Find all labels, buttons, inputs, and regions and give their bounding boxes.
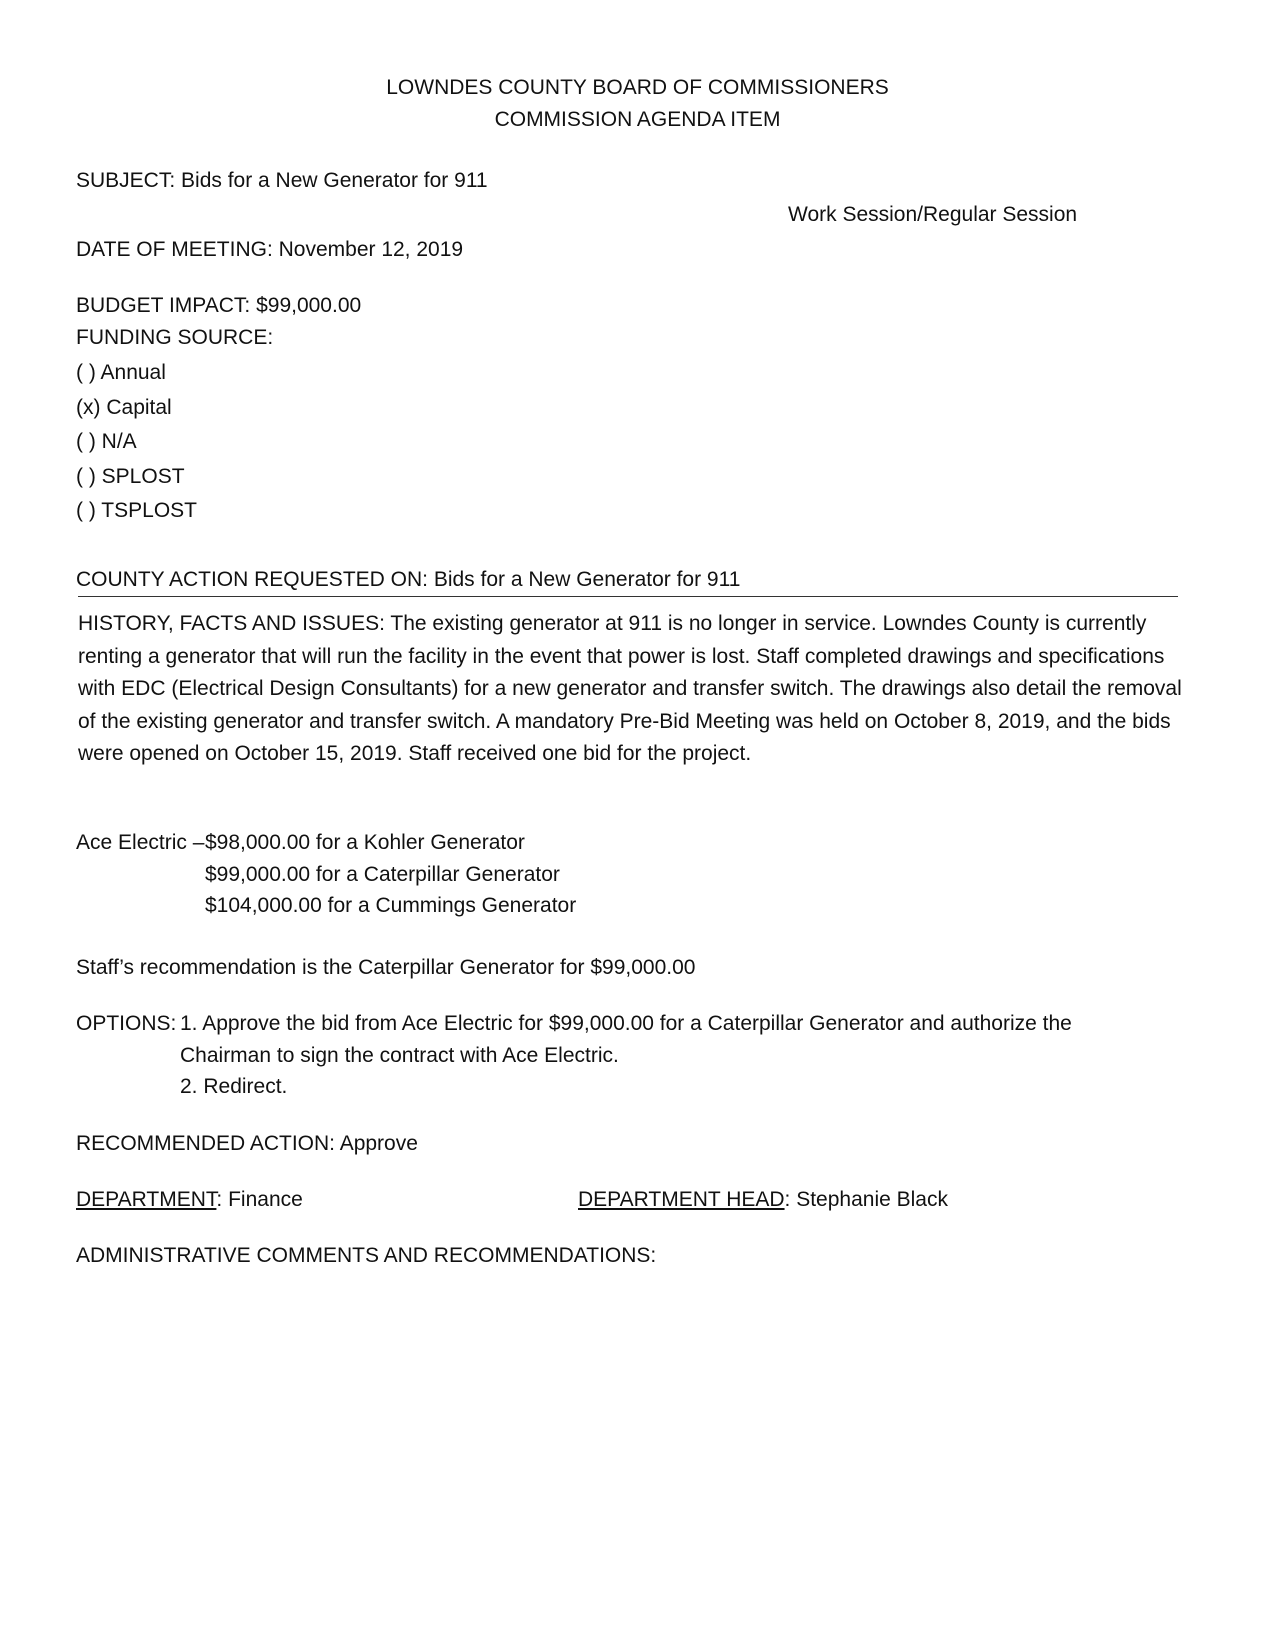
options-label: OPTIONS: xyxy=(76,1012,177,1035)
funding-option-label: SPLOST xyxy=(101,465,185,488)
history-facts-issues: HISTORY, FACTS AND ISSUES: The existing generator at 911 is no longer in service. Lowndes County is currently renting a generator that will run the facility in the event that power is lost. Staff completed drawings and specifications with EDC (Electrical Design Consultants) for a new generator and transfer switch. The drawings also detail the removal of the existing generator and transfer switch. A mandatory Pre-Bid Meeting was held on October 8, 2019, and the bids were opened on October 15, 2019. Staff received one bid for the project. xyxy=(78,612,1182,765)
recommended-action: RECOMMENDED ACTION: Approve xyxy=(76,1132,418,1155)
bid-item: $99,000.00 for a Caterpillar Generator xyxy=(205,863,560,886)
checkbox-mark: ( ) xyxy=(76,430,96,453)
session-type: Work Session/Regular Session xyxy=(788,203,1078,226)
funding-option-na xyxy=(76,429,137,455)
option-item: 1. Approve the bid from Ace Electric for $99,000.00 for a Caterpillar Generator and authorize the xyxy=(180,1012,1072,1035)
subject-line: SUBJECT: Bids for a New Generator for 911 xyxy=(76,169,488,192)
funding-option-tsplost xyxy=(76,498,197,524)
funding-option-label: Annual xyxy=(100,361,166,384)
meeting-date: DATE OF MEETING: November 12, 2019 xyxy=(76,238,464,261)
section-divider xyxy=(78,596,1178,597)
bidder-name: Ace Electric – xyxy=(76,831,205,854)
funding-source-label: FUNDING SOURCE: xyxy=(76,326,274,349)
checkbox-mark: ( ) xyxy=(76,499,96,522)
funding-option-label: TSPLOST xyxy=(101,499,197,522)
budget-impact: BUDGET IMPACT: $99,000.00 xyxy=(76,294,362,317)
department-head-value: : Stephanie Black xyxy=(784,1188,948,1211)
staff-recommendation: Staff’s recommendation is the Caterpillar Generator for $99,000.00 xyxy=(76,956,696,979)
funding-option-splost xyxy=(76,464,185,490)
option-item: 2. Redirect. xyxy=(180,1075,288,1098)
org-title: LOWNDES COUNTY BOARD OF COMMISSIONERS xyxy=(386,76,889,99)
funding-option-capital xyxy=(76,395,172,421)
option-item: Chairman to sign the contract with Ace Electric. xyxy=(180,1044,619,1067)
bid-item: $98,000.00 for a Kohler Generator xyxy=(205,831,525,854)
county-action: COUNTY ACTION REQUESTED ON: Bids for a New Generator for 911 xyxy=(76,568,741,591)
doc-title: COMMISSION AGENDA ITEM xyxy=(494,108,781,131)
department-head xyxy=(578,1187,948,1213)
funding-option-label: Capital xyxy=(106,396,172,419)
checkbox-mark: ( ) xyxy=(76,465,96,488)
department xyxy=(76,1187,303,1213)
department-label: DEPARTMENT xyxy=(76,1188,217,1211)
funding-option-label: N/A xyxy=(101,430,137,453)
administrative-comments: ADMINISTRATIVE COMMENTS AND RECOMMENDATIONS: xyxy=(76,1244,657,1267)
department-head-label: DEPARTMENT HEAD xyxy=(578,1188,785,1211)
checkbox-mark: (x) xyxy=(76,396,101,419)
bid-item: $104,000.00 for a Cummings Generator xyxy=(205,894,577,917)
department-value: : Finance xyxy=(216,1188,303,1211)
funding-option-annual xyxy=(76,360,166,386)
checkbox-mark: ( ) xyxy=(76,361,96,384)
